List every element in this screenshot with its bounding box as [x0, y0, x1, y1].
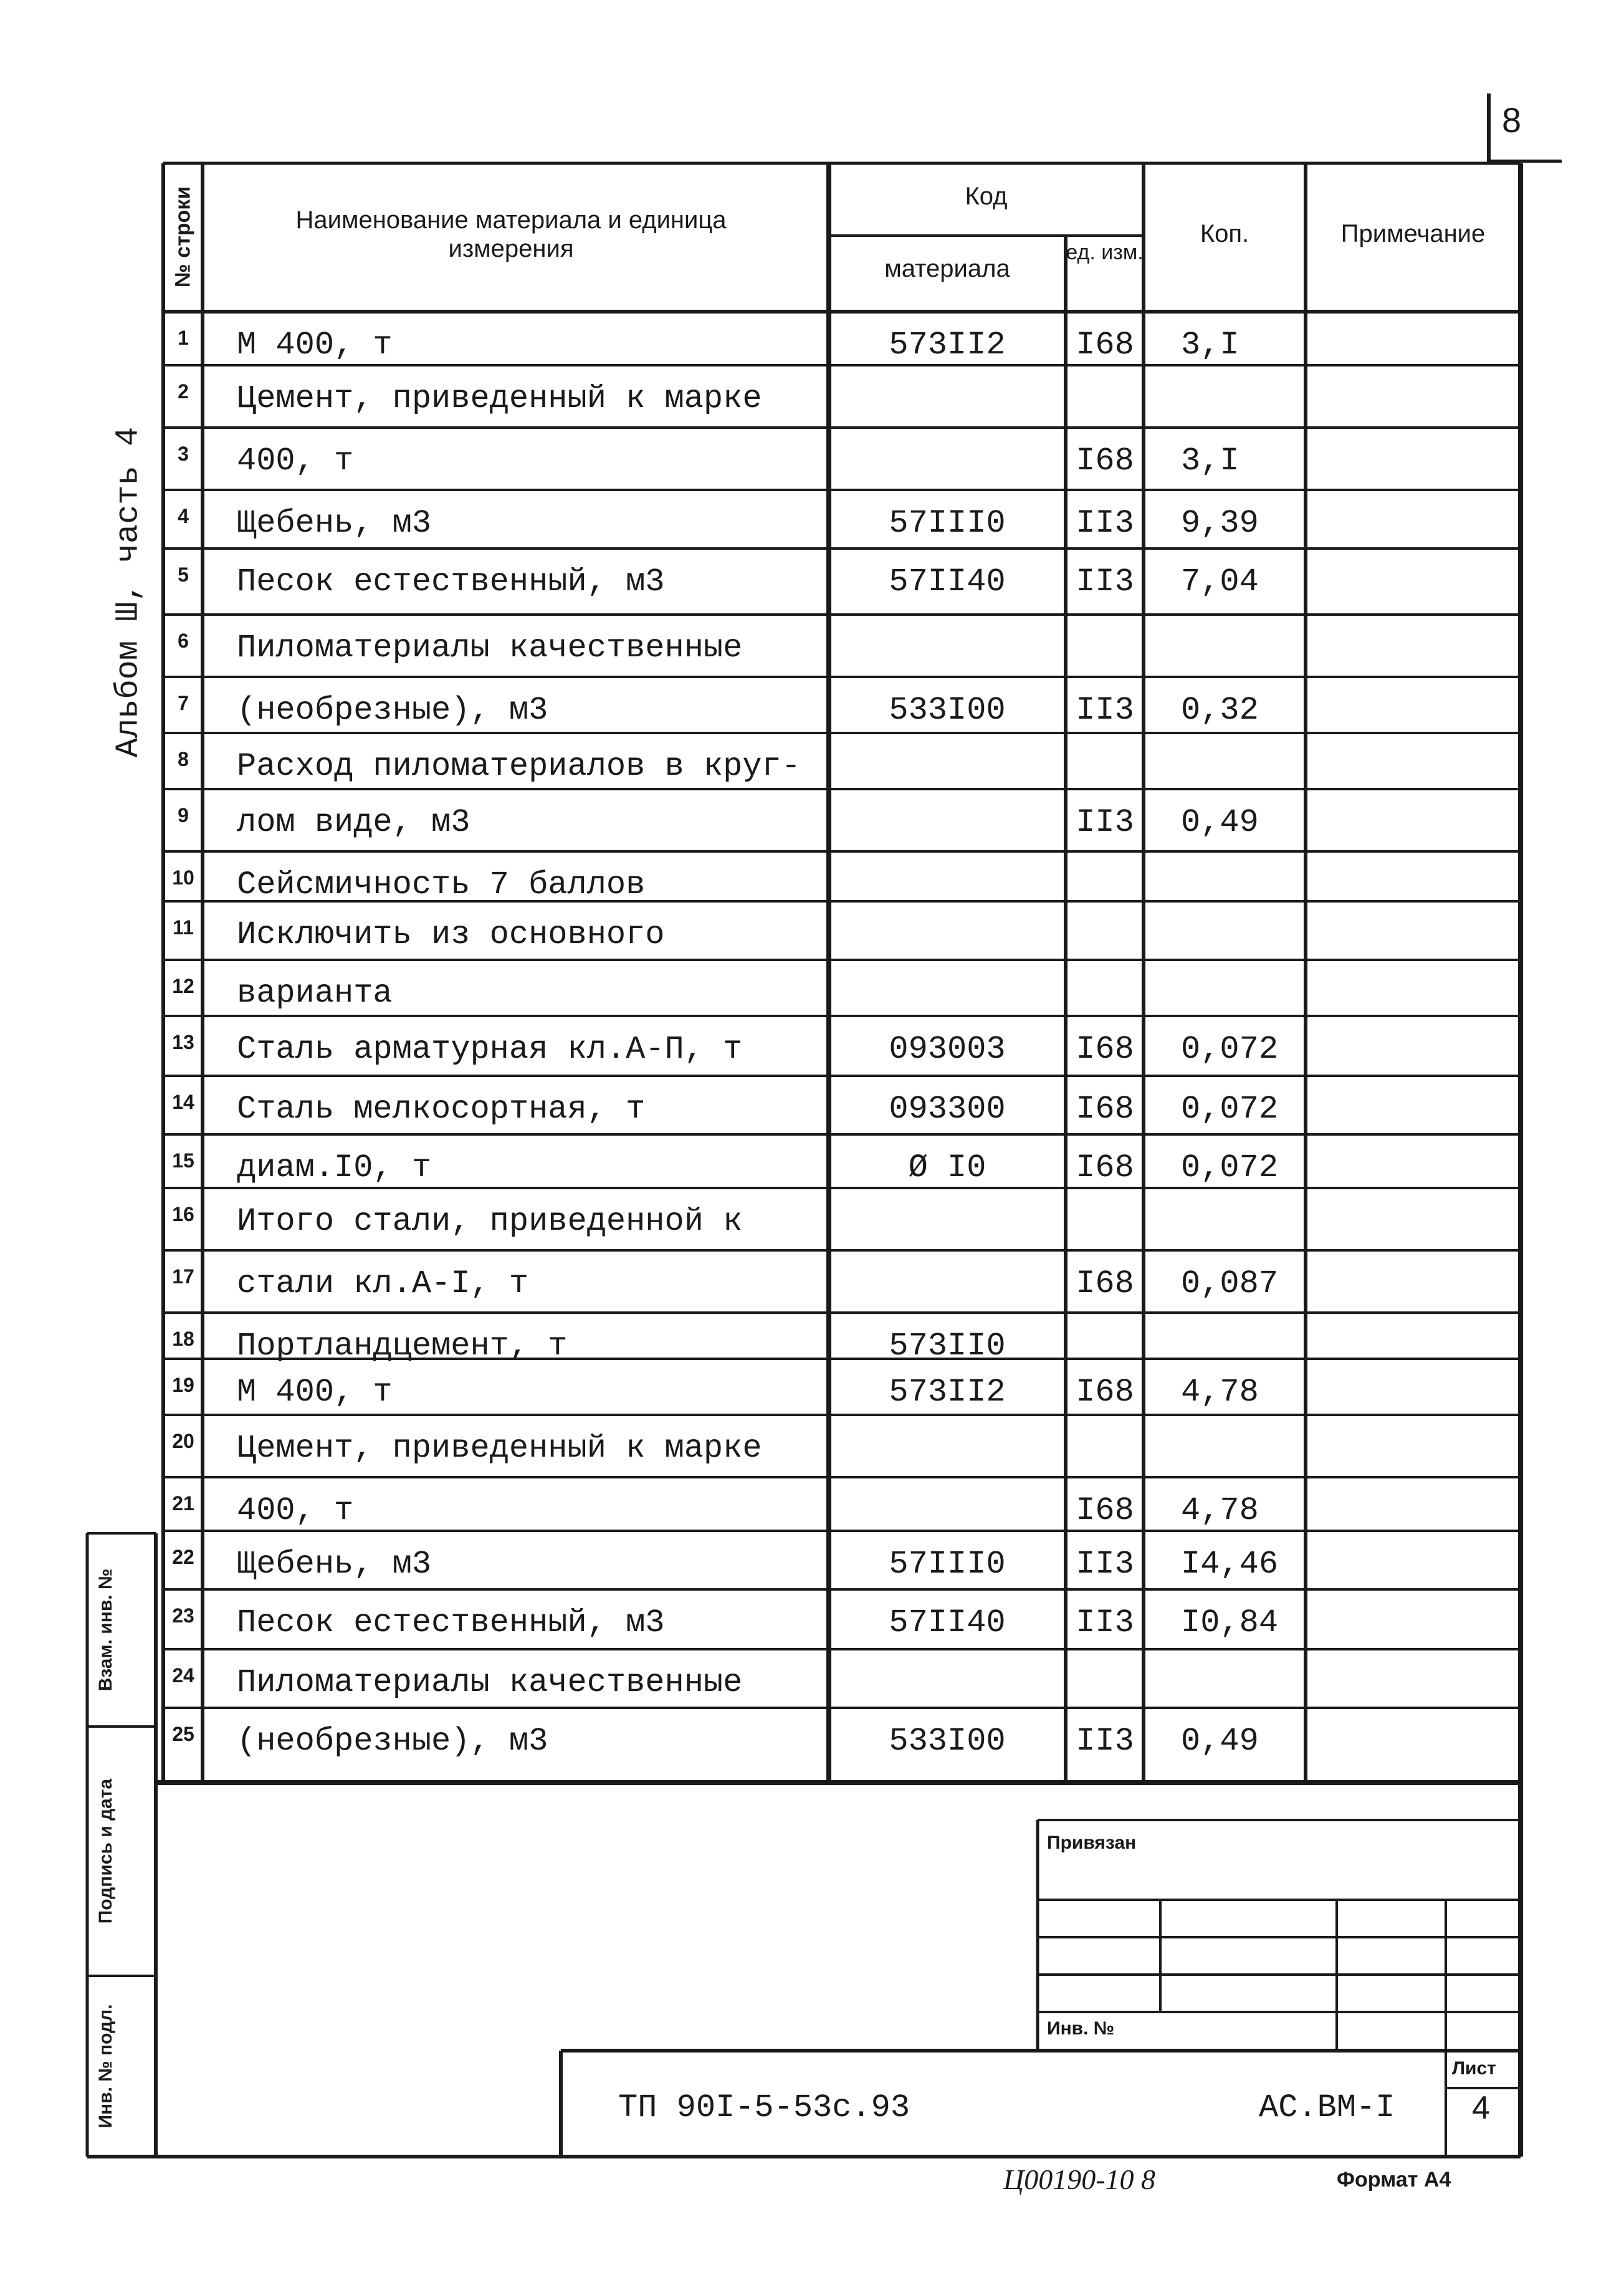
- row-number: 20: [172, 1430, 194, 1452]
- row-material-code: 573II2: [889, 327, 1006, 363]
- row-material-name: варианта: [237, 975, 393, 1012]
- title-block-sheet-code: АС.ВМ-I: [1259, 2089, 1395, 2126]
- header-code-unit: ед. изм.: [1066, 241, 1144, 264]
- row-unit-code: I68: [1076, 1265, 1134, 1302]
- row-material-name: Сталь мелкосортная, т: [237, 1091, 646, 1128]
- row-material-name: Пиломатериалы качественные: [237, 1664, 743, 1701]
- row-number: 12: [172, 975, 194, 997]
- row-number: 18: [172, 1328, 194, 1350]
- row-quantity: 4,78: [1181, 1492, 1259, 1529]
- row-unit-code: II3: [1076, 692, 1134, 729]
- row-material-code: 57III0: [889, 1546, 1006, 1583]
- row-material-name: Исключить из основного: [237, 916, 665, 953]
- row-number: 6: [178, 630, 189, 652]
- row-number: 1: [178, 327, 189, 349]
- header-note: Примечание: [1340, 220, 1486, 247]
- stamp-vzam-inv: Взам. инв. №: [95, 1568, 116, 1692]
- row-material-name: 400, т: [237, 1492, 354, 1529]
- row-material-code: 573II2: [889, 1374, 1006, 1411]
- row-material-name: Песок естественный, м3: [237, 563, 665, 600]
- row-unit-code: I68: [1076, 327, 1134, 363]
- row-quantity: I0,84: [1181, 1604, 1279, 1641]
- row-quantity: 3,I: [1181, 443, 1239, 479]
- title-block-inv-no: Инв. №: [1047, 2018, 1115, 2039]
- header-qty: Коп.: [1200, 220, 1249, 247]
- row-material-name: Цемент, приведенный к марке: [237, 1430, 762, 1467]
- row-material-name: Расход пиломатериалов в круг-: [237, 748, 801, 785]
- row-number: 2: [178, 380, 189, 403]
- row-material-name: Щебень, м3: [237, 505, 432, 542]
- row-material-code: 533I00: [889, 692, 1006, 729]
- row-quantity: 3,I: [1181, 327, 1239, 363]
- header-row-no: № строки: [171, 186, 195, 288]
- row-unit-code: II3: [1076, 1723, 1134, 1760]
- row-material-name: (необрезные), м3: [237, 692, 548, 729]
- row-material-code: 57II40: [889, 563, 1006, 600]
- row-material-name: Сейсмичность 7 баллов: [237, 866, 646, 903]
- row-unit-code: I68: [1076, 1091, 1134, 1128]
- row-material-code: Ø I0: [908, 1149, 986, 1186]
- row-material-name: (необрезные), м3: [237, 1723, 548, 1760]
- row-quantity: 7,04: [1181, 563, 1259, 600]
- row-unit-code: II3: [1076, 804, 1134, 841]
- row-unit-code: II3: [1076, 1546, 1134, 1583]
- row-unit-code: II3: [1076, 505, 1134, 542]
- title-block-sheet-no: 4: [1472, 2090, 1490, 2126]
- row-material-name: Сталь арматурная кл.А-П, т: [237, 1031, 743, 1068]
- footer-handwritten: Ц00190-10 8: [1003, 2163, 1156, 2195]
- row-unit-code: II3: [1076, 563, 1134, 600]
- header-name: Наименование материала и единица измерения: [295, 206, 727, 262]
- row-number: 10: [172, 866, 194, 889]
- row-material-name: Итого стали, приведенной к: [237, 1203, 743, 1240]
- row-material-name: диам.I0, т: [237, 1149, 432, 1186]
- row-material-name: М 400, т: [237, 327, 393, 363]
- row-number: 9: [178, 804, 189, 826]
- row-number: 3: [178, 443, 189, 465]
- row-material-code: 57III0: [889, 505, 1006, 542]
- row-unit-code: I68: [1076, 1031, 1134, 1068]
- row-material-code: 093003: [889, 1031, 1006, 1068]
- row-quantity: 0,072: [1181, 1031, 1279, 1068]
- row-number: 14: [172, 1091, 194, 1113]
- row-material-name: Портландцемент, т: [237, 1328, 568, 1364]
- row-number: 5: [178, 563, 189, 586]
- row-number: 16: [172, 1203, 194, 1225]
- row-quantity: 0,32: [1181, 692, 1259, 729]
- row-quantity: 0,087: [1181, 1265, 1279, 1302]
- stamp-inv-podl: Инв. № подл.: [95, 2004, 116, 2129]
- row-material-name: Щебень, м3: [237, 1546, 432, 1583]
- title-block-privyazan: Привязан: [1047, 1832, 1137, 1853]
- row-unit-code: I68: [1076, 443, 1134, 479]
- row-unit-code: I68: [1076, 1374, 1134, 1411]
- row-number: 11: [173, 916, 194, 939]
- row-quantity: 9,39: [1181, 505, 1259, 542]
- row-unit-code: I68: [1076, 1492, 1134, 1529]
- title-block-doc-code: ТП 90I-5-53с.93: [618, 2089, 910, 2126]
- row-material-name: Песок естественный, м3: [237, 1604, 665, 1641]
- row-number: 17: [172, 1265, 194, 1288]
- row-quantity: 0,49: [1181, 1723, 1259, 1760]
- row-material-name: стали кл.А-I, т: [237, 1265, 529, 1302]
- row-unit-code: II3: [1076, 1604, 1134, 1641]
- row-number: 21: [172, 1492, 194, 1515]
- footer-format: Формат А4: [1337, 2168, 1451, 2192]
- row-number: 13: [172, 1031, 194, 1053]
- row-number: 7: [178, 692, 189, 714]
- row-number: 24: [172, 1664, 194, 1687]
- row-number: 23: [172, 1604, 194, 1627]
- row-number: 19: [172, 1374, 194, 1396]
- row-material-code: 57II40: [889, 1604, 1006, 1641]
- row-material-code: 093300: [889, 1091, 1006, 1128]
- row-quantity: 0,072: [1181, 1091, 1279, 1128]
- row-number: 8: [178, 748, 189, 770]
- row-material-name: Цемент, приведенный к марке: [237, 380, 762, 417]
- album-label: Альбом Ш, часть 4: [110, 426, 147, 758]
- title-block-sheet-label: Лист: [1452, 2058, 1496, 2079]
- page-number: 8: [1502, 100, 1522, 140]
- row-unit-code: I68: [1076, 1149, 1134, 1186]
- row-number: 15: [172, 1149, 194, 1172]
- row-quantity: 0,49: [1181, 804, 1259, 841]
- header-code-group: Код: [965, 183, 1008, 210]
- row-material-name: 400, т: [237, 443, 354, 479]
- row-number: 4: [178, 505, 189, 527]
- row-material-code: 573II0: [889, 1328, 1006, 1364]
- row-number: 25: [172, 1723, 194, 1745]
- stamp-podpis-data: Подпись и дата: [95, 1778, 116, 1924]
- row-quantity: 4,78: [1181, 1374, 1259, 1411]
- row-quantity: I4,46: [1181, 1546, 1279, 1583]
- row-number: 22: [172, 1546, 194, 1568]
- row-material-name: Пиломатериалы качественные: [237, 630, 743, 666]
- header-code-material: материала: [884, 255, 1010, 282]
- row-material-name: М 400, т: [237, 1374, 393, 1411]
- row-material-name: лом виде, м3: [237, 804, 470, 841]
- row-material-code: 533I00: [889, 1723, 1006, 1760]
- row-quantity: 0,072: [1181, 1149, 1279, 1186]
